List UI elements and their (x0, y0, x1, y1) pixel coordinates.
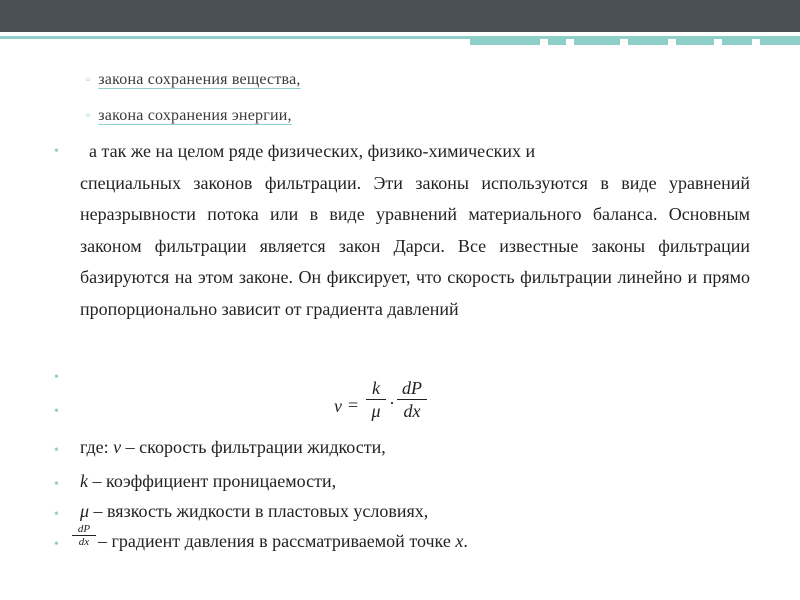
top-bar (0, 0, 800, 32)
bullet-icon: • (54, 477, 59, 492)
bullet-icon: • (54, 507, 59, 522)
main-paragraph (80, 136, 750, 325)
bullet-icon: • (54, 443, 59, 458)
accent-block (628, 39, 668, 45)
definition-v: где: v – скорость фильтрации жидкости, (80, 437, 386, 457)
formula-lhs: v (334, 396, 342, 416)
accent-block (470, 39, 540, 45)
bullet-icon: • (54, 537, 59, 552)
accent-block (722, 39, 752, 45)
paragraph-first-line: а так же на целом ряде физических, физико-химических и (89, 141, 536, 161)
definition-gradient: – градиент давления в рассматриваемой точке x. (98, 531, 468, 551)
sub-item-mass (86, 71, 301, 89)
accent-blocks (470, 39, 800, 45)
sub-item-text: закона сохранения вещества, (98, 71, 301, 88)
square-bullet-icon: ▫ (86, 72, 91, 86)
sub-item-energy (86, 107, 292, 125)
square-bullet-icon: ▫ (86, 108, 91, 122)
bullet-icon: • (54, 370, 59, 385)
bullet-icon: • (54, 144, 59, 159)
formula-fraction-dp-dx: dP dx (397, 378, 427, 421)
formula-fraction-k-mu: k μ (366, 378, 386, 421)
accent-block (760, 39, 800, 45)
formula-equals: = (348, 395, 359, 415)
accent-block (574, 39, 620, 45)
gradient-fraction: dP dx (72, 523, 96, 548)
sub-item-text: закона сохранения энергии, (98, 107, 292, 124)
paragraph-body: специальных законов фильтрации. Эти законы используются в виде уравнений неразрывности потока или в виде уравнений материального баланса. Основным законом фильтрации является закон Дарси. Все известные законы фильтрации базируются на этом законе. Он фиксирует, что скорость фильтрации линейно и прямо пропорционально зависит от градиента давлений (80, 172, 750, 319)
definition-k: k – коэффициент проницаемости, (80, 471, 337, 491)
accent-block (548, 39, 566, 45)
formula-dot: · (389, 393, 395, 413)
darcy-formula (330, 378, 440, 428)
accent-block (676, 39, 714, 45)
bullet-icon: • (54, 404, 59, 419)
definition-mu: μ – вязкость жидкости в пластовых условиях, (80, 501, 429, 521)
